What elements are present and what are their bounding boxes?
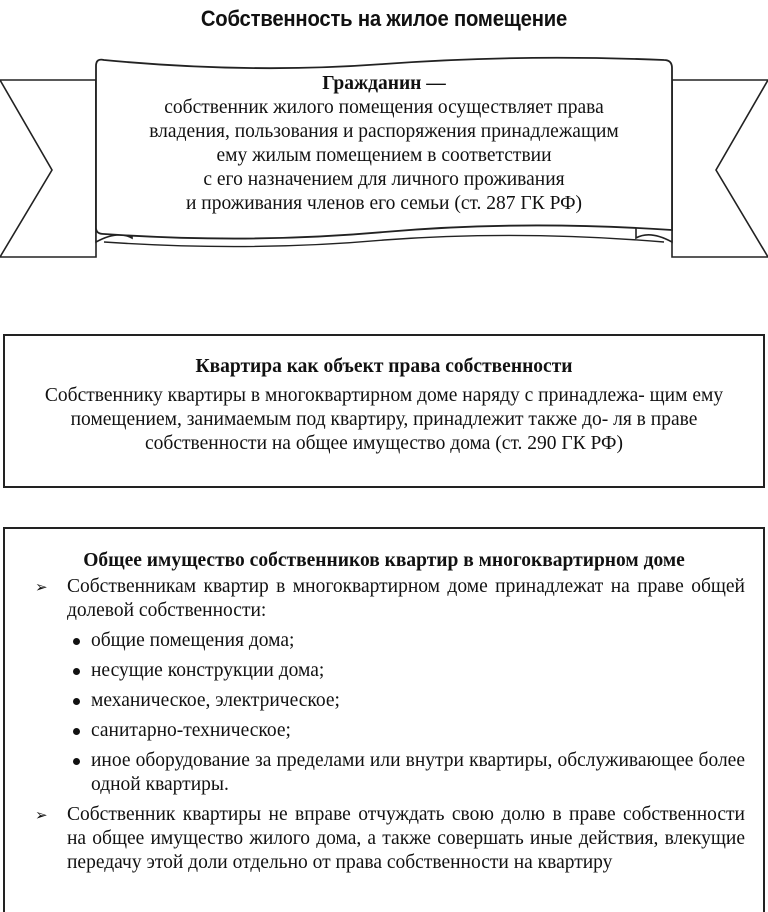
common-property-title: Общее имущество собственников квартир в многоквартирном доме: [83, 550, 685, 571]
list-item-text: Собственникам квартир в многоквартирном доме принадлежат на праве общей долевой собственности:: [67, 576, 745, 621]
list-item: [5, 803, 763, 875]
list-item-text: несущие конструкции дома;: [91, 660, 325, 681]
ribbon-left-tail: [0, 80, 96, 257]
ribbon-heading: Гражданин —: [322, 73, 446, 94]
arrow-bullet-icon: ➢: [35, 578, 48, 596]
dot-bullet-icon: [73, 698, 80, 705]
list-item: [5, 719, 763, 743]
apartment-box: [3, 334, 765, 488]
list-item: [5, 749, 763, 797]
dot-bullet-icon: [73, 668, 80, 675]
ribbon-line: собственник жилого помещения осуществляет права: [164, 97, 604, 118]
dot-bullet-icon: [73, 728, 80, 735]
ribbon-text: [110, 72, 658, 216]
ribbon-line: владения, пользования и распоряжения принадлежащим: [149, 121, 619, 142]
apartment-box-title: Квартира как объект права собственности: [195, 356, 573, 377]
ribbon-right-tail: [672, 80, 768, 257]
list-item: [5, 575, 763, 623]
list-item-text: механическое, электрическое;: [91, 690, 340, 711]
dot-bullet-icon: [73, 638, 80, 645]
list-item: [5, 689, 763, 713]
apartment-box-text: Собственнику квартиры в многоквартирном доме наряду с принадлежа- щим ему помещением, занимаемым под квартиру, принадлежит также до- ля в праве собственности на общее имущество дома (ст. 290 ГК РФ): [44, 385, 724, 454]
list-item-text: иное оборудование за пределами или внутри квартиры, обслуживающее более одной квартиры.: [91, 750, 745, 795]
ribbon-line: ему жилым помещением в соответствии: [216, 145, 552, 166]
list-item-text: Собственник квартиры не вправе отчуждать свою долю в праве собственности на общее имущество жилого дома, а также совершать иные действия, влекущие передачу этой доли отдельно от права собственности на квартиру: [67, 804, 745, 873]
ribbon-line: и проживания членов его семьи (ст. 287 ГК РФ): [186, 193, 582, 214]
ribbon-line: с его назначением для личного проживания: [203, 169, 565, 190]
list-item: [5, 629, 763, 653]
list-item-text: общие помещения дома;: [91, 630, 295, 651]
arrow-bullet-icon: ➢: [35, 806, 48, 824]
list-item: [5, 659, 763, 683]
dot-bullet-icon: [73, 758, 80, 765]
common-property-box: [3, 527, 765, 912]
page-title: Собственность на жилое помещение: [200, 6, 568, 31]
list-item-text: санитарно-техническое;: [91, 720, 291, 741]
